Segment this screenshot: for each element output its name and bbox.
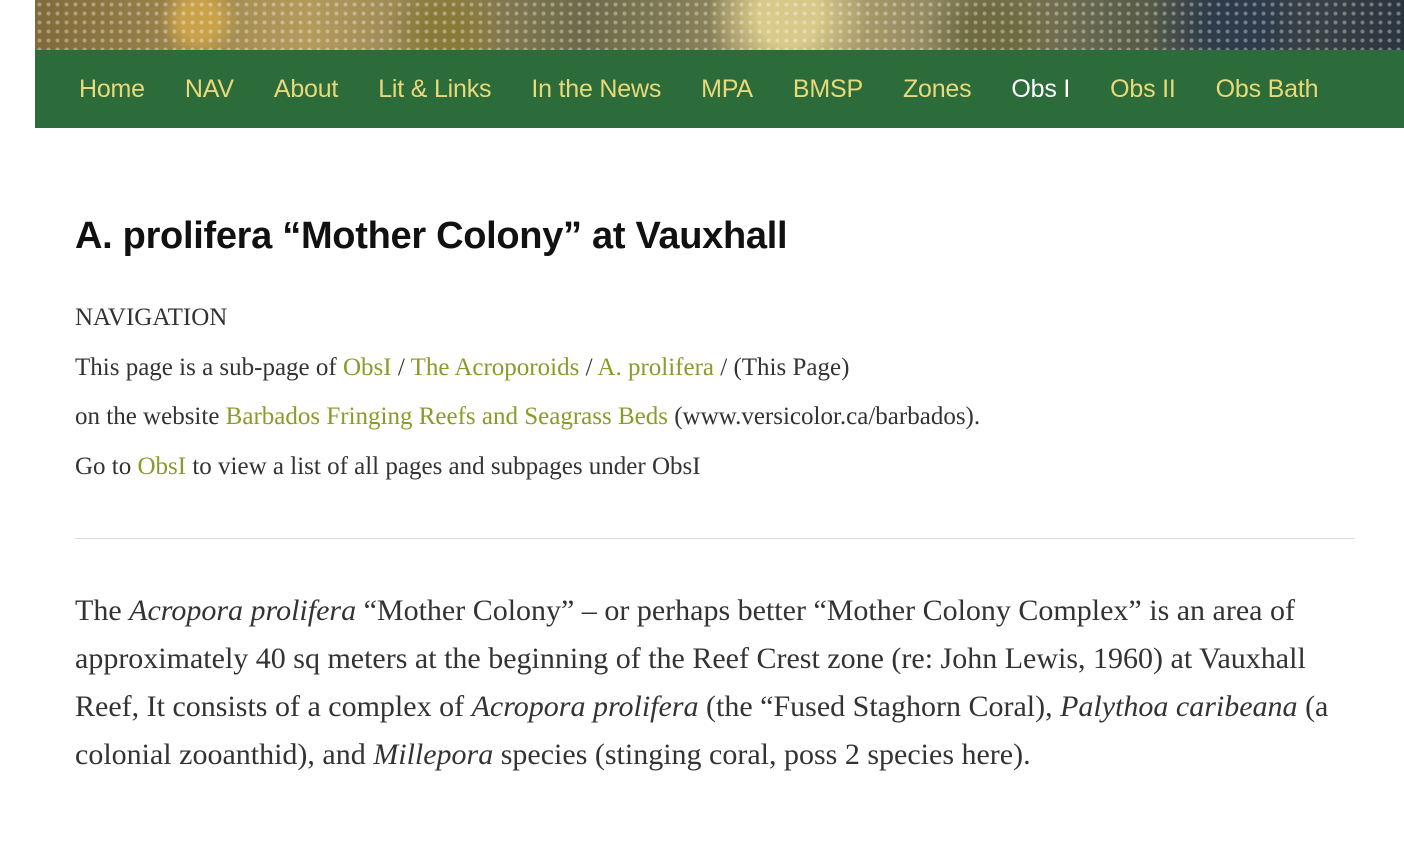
nav-item-lit-links[interactable]: Lit & Links (378, 74, 492, 103)
breadcrumb-separator: / (391, 353, 411, 381)
nav-item-about[interactable]: About (273, 74, 339, 103)
intro-paragraph (75, 587, 1355, 779)
website-suffix-text: (www.versicolor.ca/barbados). (667, 403, 981, 430)
navigation-block (75, 293, 1355, 491)
breadcrumb-link-acroporoids[interactable]: The Acroporoids (410, 353, 580, 381)
website-prefix-text: on the website (75, 403, 226, 430)
header-banner-image (35, 0, 1404, 50)
goto-line (75, 442, 1355, 492)
breadcrumb-separator: / (579, 353, 598, 381)
species-name: Acropora prolifera (129, 594, 357, 627)
navigation-heading: NAVIGATION (75, 304, 228, 331)
intro-text: species (stinging coral, poss 2 species here). (493, 738, 1031, 771)
main-content (75, 205, 1355, 809)
breadcrumb-suffix-text: / (This Page) (714, 353, 850, 381)
species-name: Millepora (373, 738, 494, 771)
nav-item-nav[interactable]: NAV (184, 74, 234, 103)
page-title: A. prolifera “Mother Colony” at Vauxhall (75, 215, 788, 257)
nav-item-bmsp[interactable]: BMSP (792, 74, 863, 103)
breadcrumb-prefix-text: This page is a sub-page of (75, 353, 343, 381)
nav-item-home[interactable]: Home (79, 74, 145, 103)
intro-text: (a colonial zooanthid), and (75, 690, 1329, 771)
nav-item-obs-i[interactable]: Obs I (1011, 74, 1071, 103)
breadcrumb-link-obsi[interactable]: ObsI (342, 353, 392, 381)
nav-item-mpa[interactable]: MPA (701, 74, 753, 103)
nav-item-in-the-news[interactable]: In the News (531, 74, 662, 103)
website-link[interactable]: Barbados Fringing Reefs and Seagrass Beds (225, 403, 668, 430)
intro-text: “Mother Colony” – or perhaps better “Mother Colony Complex” is an area of approximately 40 sq meters at the beginning of the Reef Crest zone (re: John Lewis, 1960) at Vauxhall Reef, It consists of a complex of (75, 594, 1306, 723)
goto-link-obsi[interactable]: ObsI (137, 452, 187, 480)
breadcrumb-link-a-prolifera[interactable]: A. prolifera (597, 353, 715, 381)
main-nav-list (35, 50, 1358, 128)
nav-item-obs-ii[interactable]: Obs II (1110, 74, 1176, 103)
goto-prefix-text: Go to (75, 452, 138, 480)
breadcrumb-line (75, 343, 1355, 393)
nav-item-zones[interactable]: Zones (902, 74, 972, 103)
species-name: Acropora prolifera (471, 690, 699, 723)
main-nav-bar (35, 50, 1404, 128)
section-divider (75, 538, 1355, 539)
nav-item-obs-bath[interactable]: Obs Bath (1215, 74, 1319, 103)
goto-suffix-text: to view a list of all pages and subpages under ObsI (186, 452, 701, 480)
website-line (75, 392, 1355, 442)
species-name: Palythoa caribeana (1060, 690, 1298, 723)
intro-text: The (75, 594, 130, 627)
intro-text: (the “Fused Staghorn Coral), (698, 690, 1061, 723)
